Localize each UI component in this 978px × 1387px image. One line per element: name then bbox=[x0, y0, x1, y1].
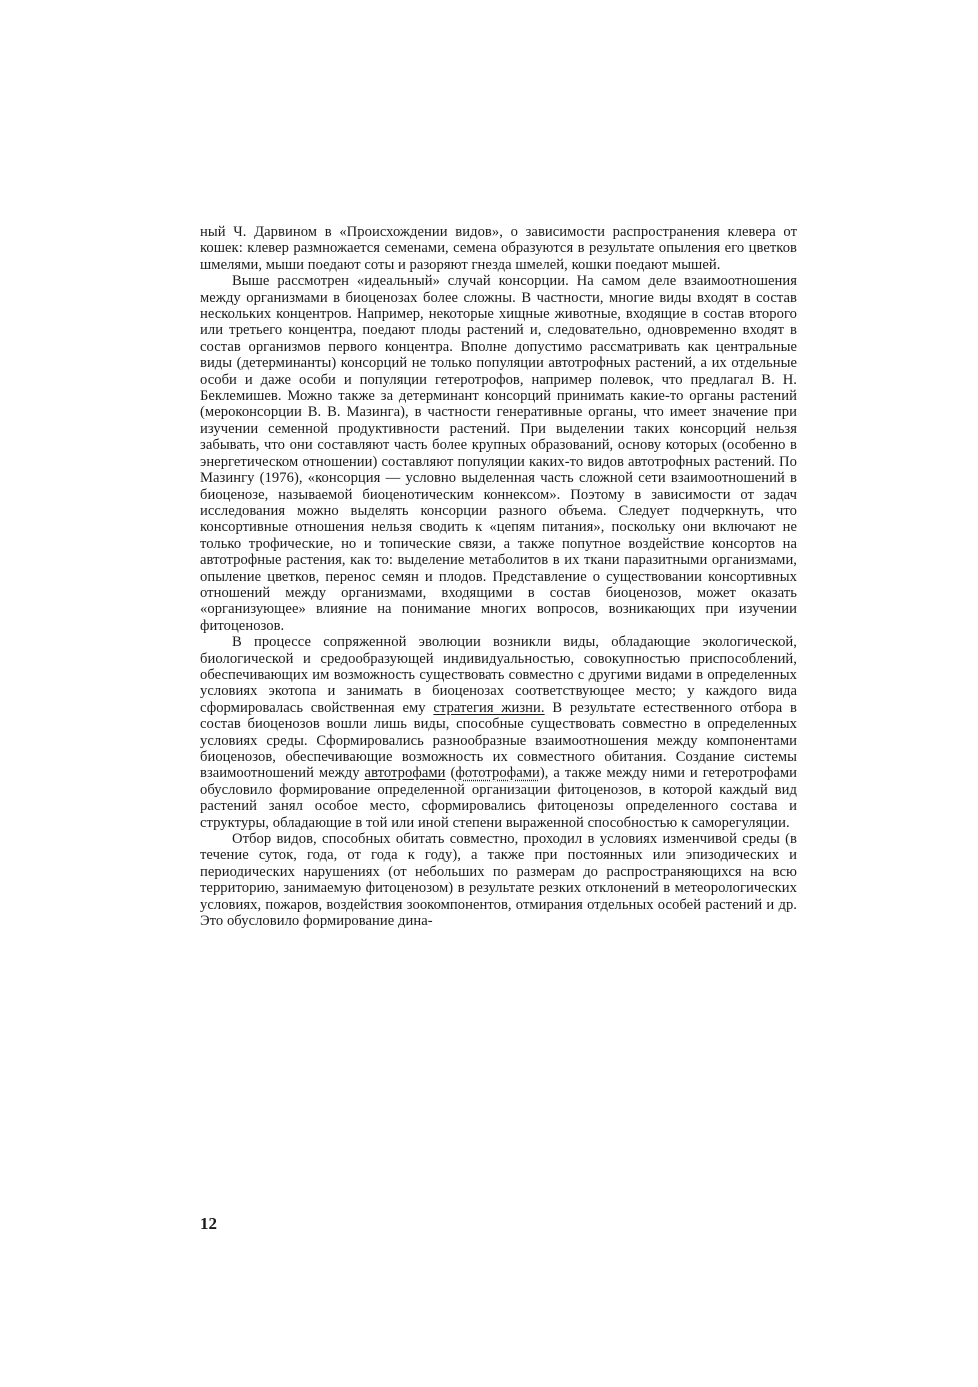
underlined-term-phototrophs: фототрофами bbox=[455, 765, 540, 782]
paragraph-3-paren-open: ( bbox=[445, 765, 456, 782]
paragraph-3-text-c: ), а также между ними и гетеротрофами обусловило формирование определенной организации фитоценозов, в которой каждый вид растений занял особое место, сформировались фитоценозы определенного состава и структуры, обладающие в той или иной степени выраженной способностью к саморегуляции. bbox=[200, 765, 798, 831]
paragraph-4 bbox=[200, 831, 797, 929]
underlined-term-autotrophs: автотрофами bbox=[364, 765, 446, 782]
body-text bbox=[200, 224, 797, 929]
paragraph-4-text: Отбор видов, способных обитать совместно, проходил в условиях изменчивой среды (в течение суток, года, от года к году), а также при постоянных или эпизодических и периодических нарушениях (от небольших по размерам до распространяющихся на всю территорию, занимаемую фитоценозом) в результате резких отклонений в метеорологических условиях, пожаров, воздействия зоокомпонентов, отмирания отдельных особей растений и др. Это обусловило формирование дина- bbox=[200, 831, 797, 930]
paragraph-2-text: Выше рассмотрен «идеальный» случай консорции. На самом деле взаимоотношения между организмами в биоценозах более сложны. В частности, многие виды входят в состав нескольких концентров. Например, некоторые хищные животные, входящие в состав второго или третьего концентра, поедают плоды растений и, следовательно, одновременно входят в состав организмов первого концентра. Вполне допустимо рассматривать как центральные виды (детерминанты) консорций не только популяции автотрофных растений, а их отдельные особи и даже особи и популяции гетеротрофов, например полевок, что предлагал В. Н. Беклемишев. Можно также за детерминант консорций принимать какие-то органы растений (мероконсорции В. В. Мазинга), в частности генеративные органы, что имеет значение при изучении семенной продуктивности растений. При выделении таких консорций нельзя забывать, что они составляют часть более крупных образований, основу которых (особенно в энергетическом отношении) составляют популяции каких-то видов автотрофных растений. По Мазингу (1976), «консорция — условно выделенная часть сложной сети взаимоотношений в биоценозе, называемой биоценотическим коннексом». Поэтому в зависимости от задач исследования можно выделять консорции разного объема. Следует подчеркнуть, что консортивные отношения нельзя сводить к «цепям питания», поскольку они включают не только трофические, но и топические связи, а также попутное воздействие консортов на автотрофные растения, как то: выделение метаболитов в их ткани паразитными организмами, опыление цветков, перенос семян и плодов. Представление о существовании консортивных отношений между организмами, входящими в состав биоценозов, может оказать «организующее» влияние на понимание многих вопросов, возникающих при изучении фитоценозов. bbox=[200, 273, 797, 634]
page-body bbox=[200, 224, 797, 1264]
paragraph-1-text: ный Ч. Дарвином в «Происхождении видов», о зависимости распространения клевера от кошек: клевер размножается семенами, семена образуются в результате опыления его цветков шмелями, мыши поедают соты и разоряют гнезда шмелей, кошки поедают мышей. bbox=[200, 224, 797, 273]
paragraph-3-text-a: В процессе сопряженной эволюции возникли виды, обладающие экологической, биологической и средообразующей индивидуальностью, совокупностью приспособлений, обеспечивающих им возможность существовать совместно с другими видами в определенных условиях экотопа и занимать в биоценозах соответствующее место; у каждого вида сформировалась свойственная ему bbox=[200, 634, 797, 716]
page-number: 12 bbox=[200, 1214, 217, 1233]
paragraph-3 bbox=[200, 634, 797, 831]
paragraph-3-text-b: В результате естественного отбора в состав биоценозов вошли лишь виды, способные существовать совместно в определенных условиях среды. Сформировались разнообразные взаимоотношения между компонентами биоценозов, обеспечивающие возможность их совместного обитания. Создание системы взаимоотношений между bbox=[200, 699, 798, 782]
paragraph-1 bbox=[200, 224, 797, 273]
paragraph-2 bbox=[200, 273, 797, 634]
underlined-term-life-strategy: стратегия жизни. bbox=[433, 699, 545, 716]
